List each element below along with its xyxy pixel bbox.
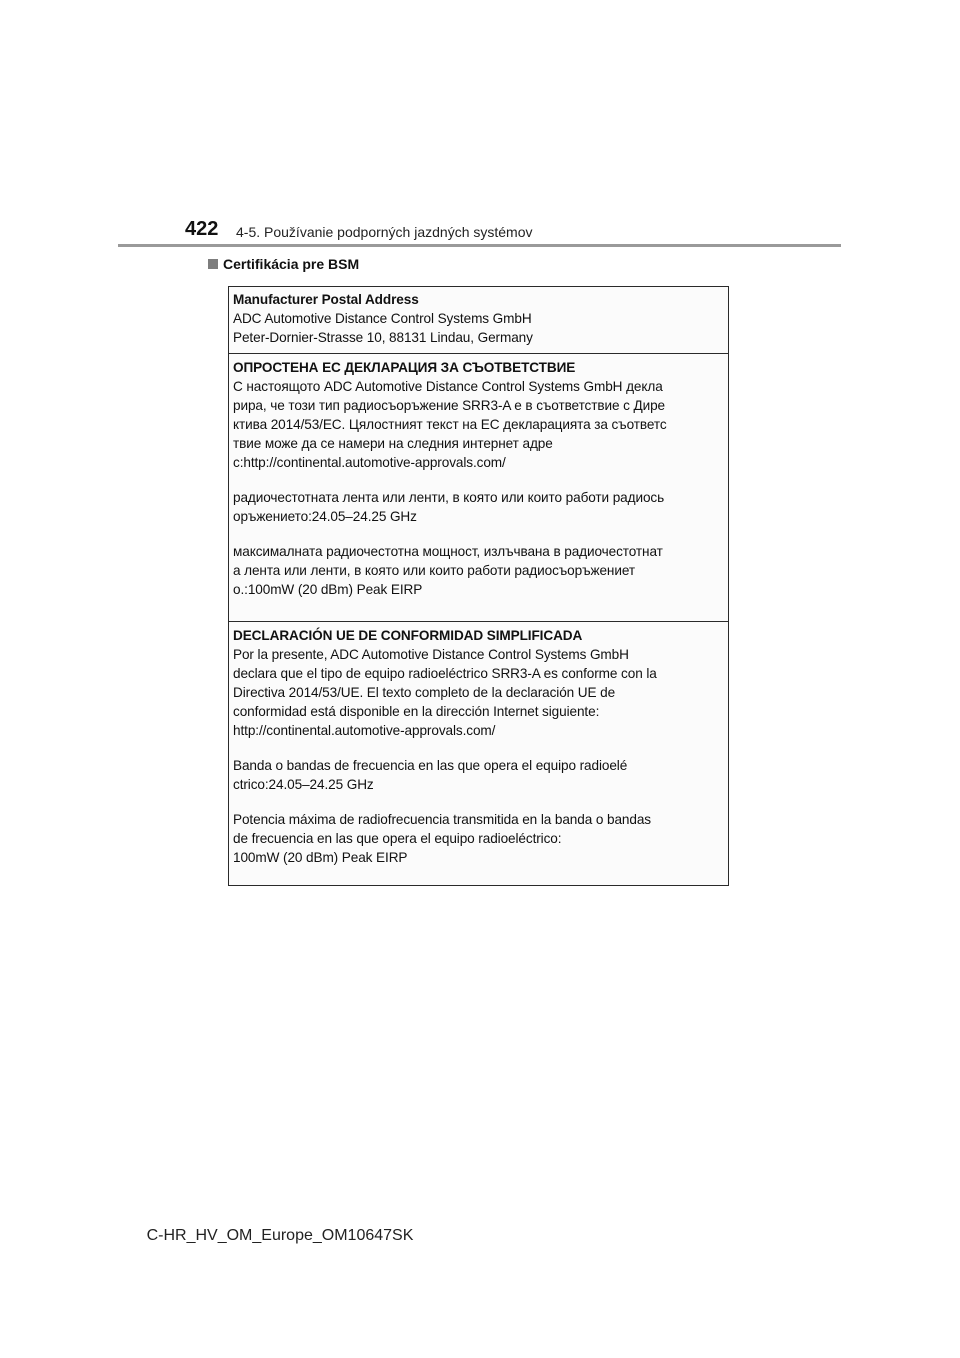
spanish-power-line: Potencia máxima de radiofrecuencia transmitida en la banda o bandas	[233, 812, 651, 827]
spanish-line: Por la presente, ADC Automotive Distance Control Systems GmbH	[233, 647, 629, 662]
spanish-line: declara que el tipo de equipo radioeléctrico SRR3-A es conforme con la	[233, 666, 657, 681]
spanish-band-line: ctrico:24.05–24.25 GHz	[233, 777, 374, 792]
header-rule	[118, 244, 841, 247]
spanish-title: DECLARACIÓN UE DE CONFORMIDAD SIMPLIFICADA	[233, 628, 583, 643]
manufacturer-line: ADC Automotive Distance Control Systems GmbH	[233, 311, 532, 326]
spanish-band-line: Banda o bandas de frecuencia en las que opera el equipo radioelé	[233, 758, 628, 773]
spanish-line: Directiva 2014/53/UE. El texto completo de la declaración UE de	[233, 685, 616, 700]
page-number: 422	[185, 218, 219, 240]
spanish-power-line: 100mW (20 dBm) Peak EIRP	[233, 850, 408, 865]
document-code: C-HR_HV_OM_Europe_OM10647SK	[146, 1227, 414, 1244]
spanish-line: http://continental.automotive-approvals.com/	[233, 723, 496, 738]
bulgarian-band-line: радиочестотната лента или ленти, в която или които работи радиось	[233, 490, 665, 505]
manufacturer-section	[229, 287, 728, 347]
bulgarian-power-line: о.:100mW (20 dBm) Peak EIRP	[233, 582, 423, 597]
bulgarian-line: ктива 2014/53/ЕС. Цялостният текст на ЕС декларацията за съответс	[233, 417, 667, 432]
section-heading	[208, 256, 359, 272]
bulgarian-power-line: максималната радиочестотна мощност, излъчвана в радиочестотнат	[233, 544, 663, 559]
bulgarian-declaration	[229, 355, 728, 599]
section-divider	[229, 353, 728, 354]
bulgarian-line: рира, че този тип радиосъоръжение SRR3-A е в съответствие с Дире	[233, 398, 666, 413]
section-divider	[229, 621, 728, 622]
bulgarian-title: ОПРОСТЕНА ЕС ДЕКЛАРАЦИЯ ЗА СЪОТВЕТСТВИЕ	[233, 360, 576, 375]
bulgarian-line: С настоящото ADC Automotive Distance Control Systems GmbH декла	[233, 379, 663, 394]
manufacturer-title: Manufacturer Postal Address	[233, 292, 419, 307]
bulgarian-power-line: а лента или ленти, в която или които работи радиосъоръжениет	[233, 563, 635, 578]
spanish-power-line: de frecuencia en las que opera el equipo radioeléctrico:	[233, 831, 562, 846]
bulgarian-line: с:http://continental.automotive-approvals.com/	[233, 455, 506, 470]
bulgarian-line: твие може да се намери на следния интернет адре	[233, 436, 553, 451]
manufacturer-line: Peter-Dornier-Strasse 10, 88131 Lindau, Germany	[233, 330, 533, 345]
section-heading-text: Certifikácia pre BSM	[223, 256, 360, 272]
square-bullet-icon	[208, 259, 218, 269]
bulgarian-band-line: оръжението:24.05–24.25 GHz	[233, 509, 417, 524]
spanish-declaration	[229, 623, 728, 867]
spanish-line: conformidad está disponible en la dirección Internet siguiente:	[233, 704, 600, 719]
certificate-box	[228, 286, 729, 886]
chapter-title: 4-5. Používanie podporných jazdných systémov	[236, 224, 533, 240]
